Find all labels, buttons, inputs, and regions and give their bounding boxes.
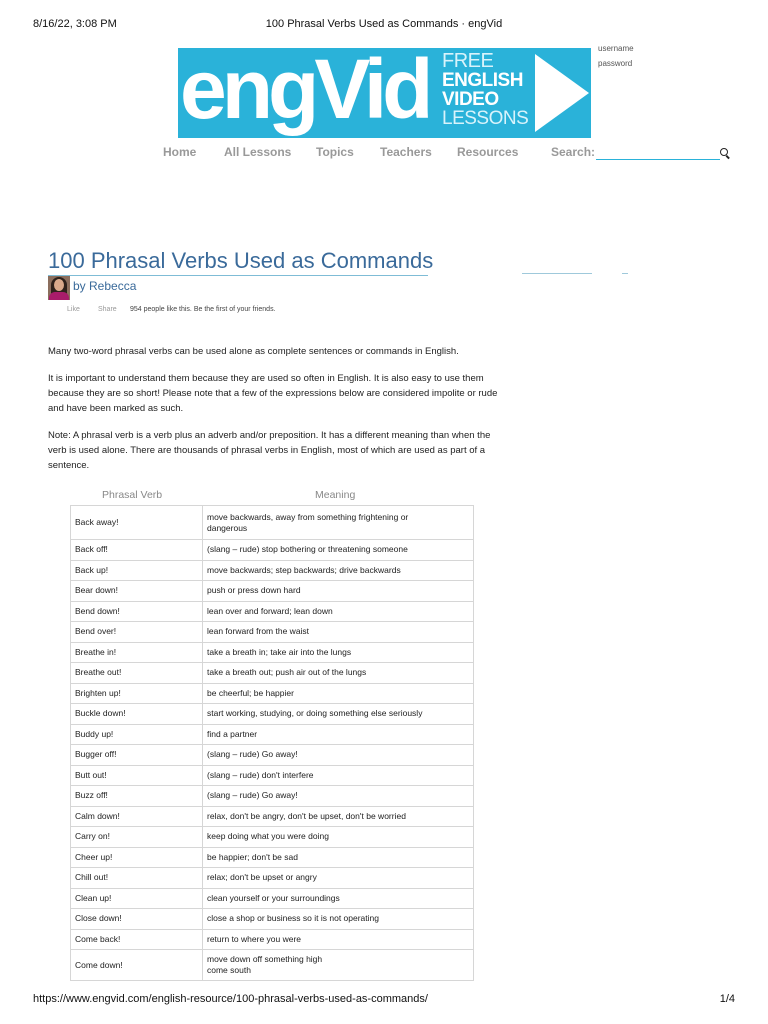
engvid-logo-text: engVid bbox=[180, 48, 429, 136]
table-row bbox=[71, 622, 474, 643]
tagline-line: VIDEO bbox=[442, 89, 499, 110]
table-row bbox=[71, 724, 474, 745]
nav-item-home[interactable]: Home bbox=[163, 145, 197, 159]
phrasal-verb-cell: Come down! bbox=[71, 950, 203, 981]
table-row bbox=[71, 642, 474, 663]
meaning-cell: start working, studying, or doing something else seriously bbox=[203, 704, 474, 725]
table-row bbox=[71, 745, 474, 766]
meaning-cell: take a breath out; push air out of the lungs bbox=[203, 663, 474, 684]
table-row bbox=[71, 888, 474, 909]
table-row bbox=[71, 868, 474, 889]
phrasal-verb-cell: Calm down! bbox=[71, 806, 203, 827]
author-avatar[interactable] bbox=[48, 276, 70, 300]
phrasal-verb-cell: Close down! bbox=[71, 909, 203, 930]
intro-paragraph: It is important to understand them because they are used so often in English. It is also easy to use them because they are so short! Please note that a few of the expressions below are considered impolite or rude and have been marked as such. bbox=[48, 373, 498, 414]
meaning-cell: lean forward from the waist bbox=[203, 622, 474, 643]
table-row bbox=[71, 683, 474, 704]
meaning-cell: be cheerful; be happier bbox=[203, 683, 474, 704]
print-date: 8/16/22, 3:08 PM bbox=[33, 18, 117, 30]
phrasal-verb-cell: Brighten up! bbox=[71, 683, 203, 704]
meaning-cell: relax, don't be angry, don't be upset, don't be worried bbox=[203, 806, 474, 827]
meaning-cell: move backwards, away from something frightening or dangerous bbox=[203, 506, 474, 540]
meaning-cell: (slang – rude) don't interfere bbox=[203, 765, 474, 786]
engvid-logo-banner[interactable] bbox=[178, 48, 591, 138]
table-row bbox=[71, 560, 474, 581]
phrasal-verb-cell: Cheer up! bbox=[71, 847, 203, 868]
search-icon[interactable] bbox=[720, 148, 728, 156]
print-page-number: 1/4 bbox=[719, 993, 735, 1005]
author-byline[interactable]: by Rebecca bbox=[73, 279, 137, 293]
table-row bbox=[71, 950, 474, 981]
table-row bbox=[71, 540, 474, 561]
meaning-cell: be happier; don't be sad bbox=[203, 847, 474, 868]
nav-item-all-lessons[interactable]: All Lessons bbox=[224, 145, 292, 159]
meaning-cell: keep doing what you were doing bbox=[203, 827, 474, 848]
nav-item-resources[interactable]: Resources bbox=[457, 145, 519, 159]
phrasal-verb-cell: Back up! bbox=[71, 560, 203, 581]
username-label[interactable]: username bbox=[598, 44, 634, 53]
table-row bbox=[71, 581, 474, 602]
meaning-cell: (slang – rude) Go away! bbox=[203, 786, 474, 807]
meaning-cell: relax; don't be upset or angry bbox=[203, 868, 474, 889]
print-url: https://www.engvid.com/english-resource/100-phrasal-verbs-used-as-commands/ bbox=[33, 993, 428, 1005]
article-title: 100 Phrasal Verbs Used as Commands bbox=[48, 248, 434, 273]
like-count-text: 954 people like this. Be the first of your friends. bbox=[130, 306, 276, 313]
meaning-cell: push or press down hard bbox=[203, 581, 474, 602]
phrasal-verb-cell: Bend down! bbox=[71, 601, 203, 622]
password-label[interactable]: password bbox=[598, 59, 633, 68]
phrasal-verb-cell: Buzz off! bbox=[71, 786, 203, 807]
intro-paragraph: Many two-word phrasal verbs can be used alone as complete sentences or commands in English. bbox=[48, 346, 459, 357]
logo-tagline bbox=[442, 52, 532, 128]
sidebar-divider bbox=[622, 273, 628, 274]
meaning-cell: find a partner bbox=[203, 724, 474, 745]
like-button[interactable]: Like bbox=[67, 306, 80, 313]
phrasal-verb-cell: Bear down! bbox=[71, 581, 203, 602]
meaning-cell: (slang – rude) Go away! bbox=[203, 745, 474, 766]
phrasal-verb-cell: Buckle down! bbox=[71, 704, 203, 725]
table-row bbox=[71, 806, 474, 827]
meaning-cell: lean over and forward; lean down bbox=[203, 601, 474, 622]
search-label: Search: bbox=[551, 145, 596, 159]
print-page-title: 100 Phrasal Verbs Used as Commands · engVid bbox=[265, 18, 503, 30]
table-row bbox=[71, 786, 474, 807]
phrasal-verb-cell: Back off! bbox=[71, 540, 203, 561]
phrasal-verb-cell: Buddy up! bbox=[71, 724, 203, 745]
meaning-cell: move backwards; step backwards; drive backwards bbox=[203, 560, 474, 581]
search-input[interactable] bbox=[596, 159, 720, 160]
tagline-line: FREE bbox=[442, 50, 494, 72]
meaning-cell: take a breath in; take air into the lungs bbox=[203, 642, 474, 663]
column-header-meaning: Meaning bbox=[315, 489, 356, 501]
nav-item-topics[interactable]: Topics bbox=[316, 145, 354, 159]
phrasal-verb-cell: Breathe out! bbox=[71, 663, 203, 684]
main-nav bbox=[0, 145, 768, 165]
table-row bbox=[71, 506, 474, 540]
phrasal-verb-cell: Breathe in! bbox=[71, 642, 203, 663]
table-row bbox=[71, 663, 474, 684]
play-icon bbox=[535, 54, 589, 132]
meaning-cell: move down off something high come south bbox=[203, 950, 474, 981]
note-paragraph: Note: A phrasal verb is a verb plus an adverb and/or preposition. It has a different meaning than when the verb is used alone. There are thousands of phrasal verbs in English, most of which are used as part of a sentence. bbox=[48, 430, 491, 471]
meaning-cell: (slang – rude) stop bothering or threatening someone bbox=[203, 540, 474, 561]
phrasal-verb-cell: Back away! bbox=[71, 506, 203, 540]
table-row bbox=[71, 704, 474, 725]
share-button[interactable]: Share bbox=[98, 306, 117, 313]
meaning-cell: clean yourself or your surroundings bbox=[203, 888, 474, 909]
phrasal-verb-cell: Butt out! bbox=[71, 765, 203, 786]
phrasal-verb-cell: Clean up! bbox=[71, 888, 203, 909]
table-row bbox=[71, 765, 474, 786]
title-divider bbox=[48, 275, 428, 276]
table-row bbox=[71, 909, 474, 930]
meaning-cell: return to where you were bbox=[203, 929, 474, 950]
table-row bbox=[71, 847, 474, 868]
meaning-cell: close a shop or business so it is not operating bbox=[203, 909, 474, 930]
phrasal-verb-cell: Carry on! bbox=[71, 827, 203, 848]
table-row bbox=[71, 827, 474, 848]
table-row bbox=[71, 601, 474, 622]
sidebar-divider bbox=[522, 273, 592, 274]
tagline-line: ENGLISH bbox=[442, 70, 523, 91]
phrasal-verb-cell: Bugger off! bbox=[71, 745, 203, 766]
phrasal-verb-table bbox=[70, 505, 474, 981]
column-header-phrasal-verb: Phrasal Verb bbox=[102, 489, 163, 501]
table-row bbox=[71, 929, 474, 950]
nav-item-teachers[interactable]: Teachers bbox=[380, 145, 432, 159]
phrasal-verb-cell: Chill out! bbox=[71, 868, 203, 889]
phrasal-verb-cell: Bend over! bbox=[71, 622, 203, 643]
tagline-line: LESSONS bbox=[442, 108, 529, 129]
phrasal-verb-cell: Come back! bbox=[71, 929, 203, 950]
